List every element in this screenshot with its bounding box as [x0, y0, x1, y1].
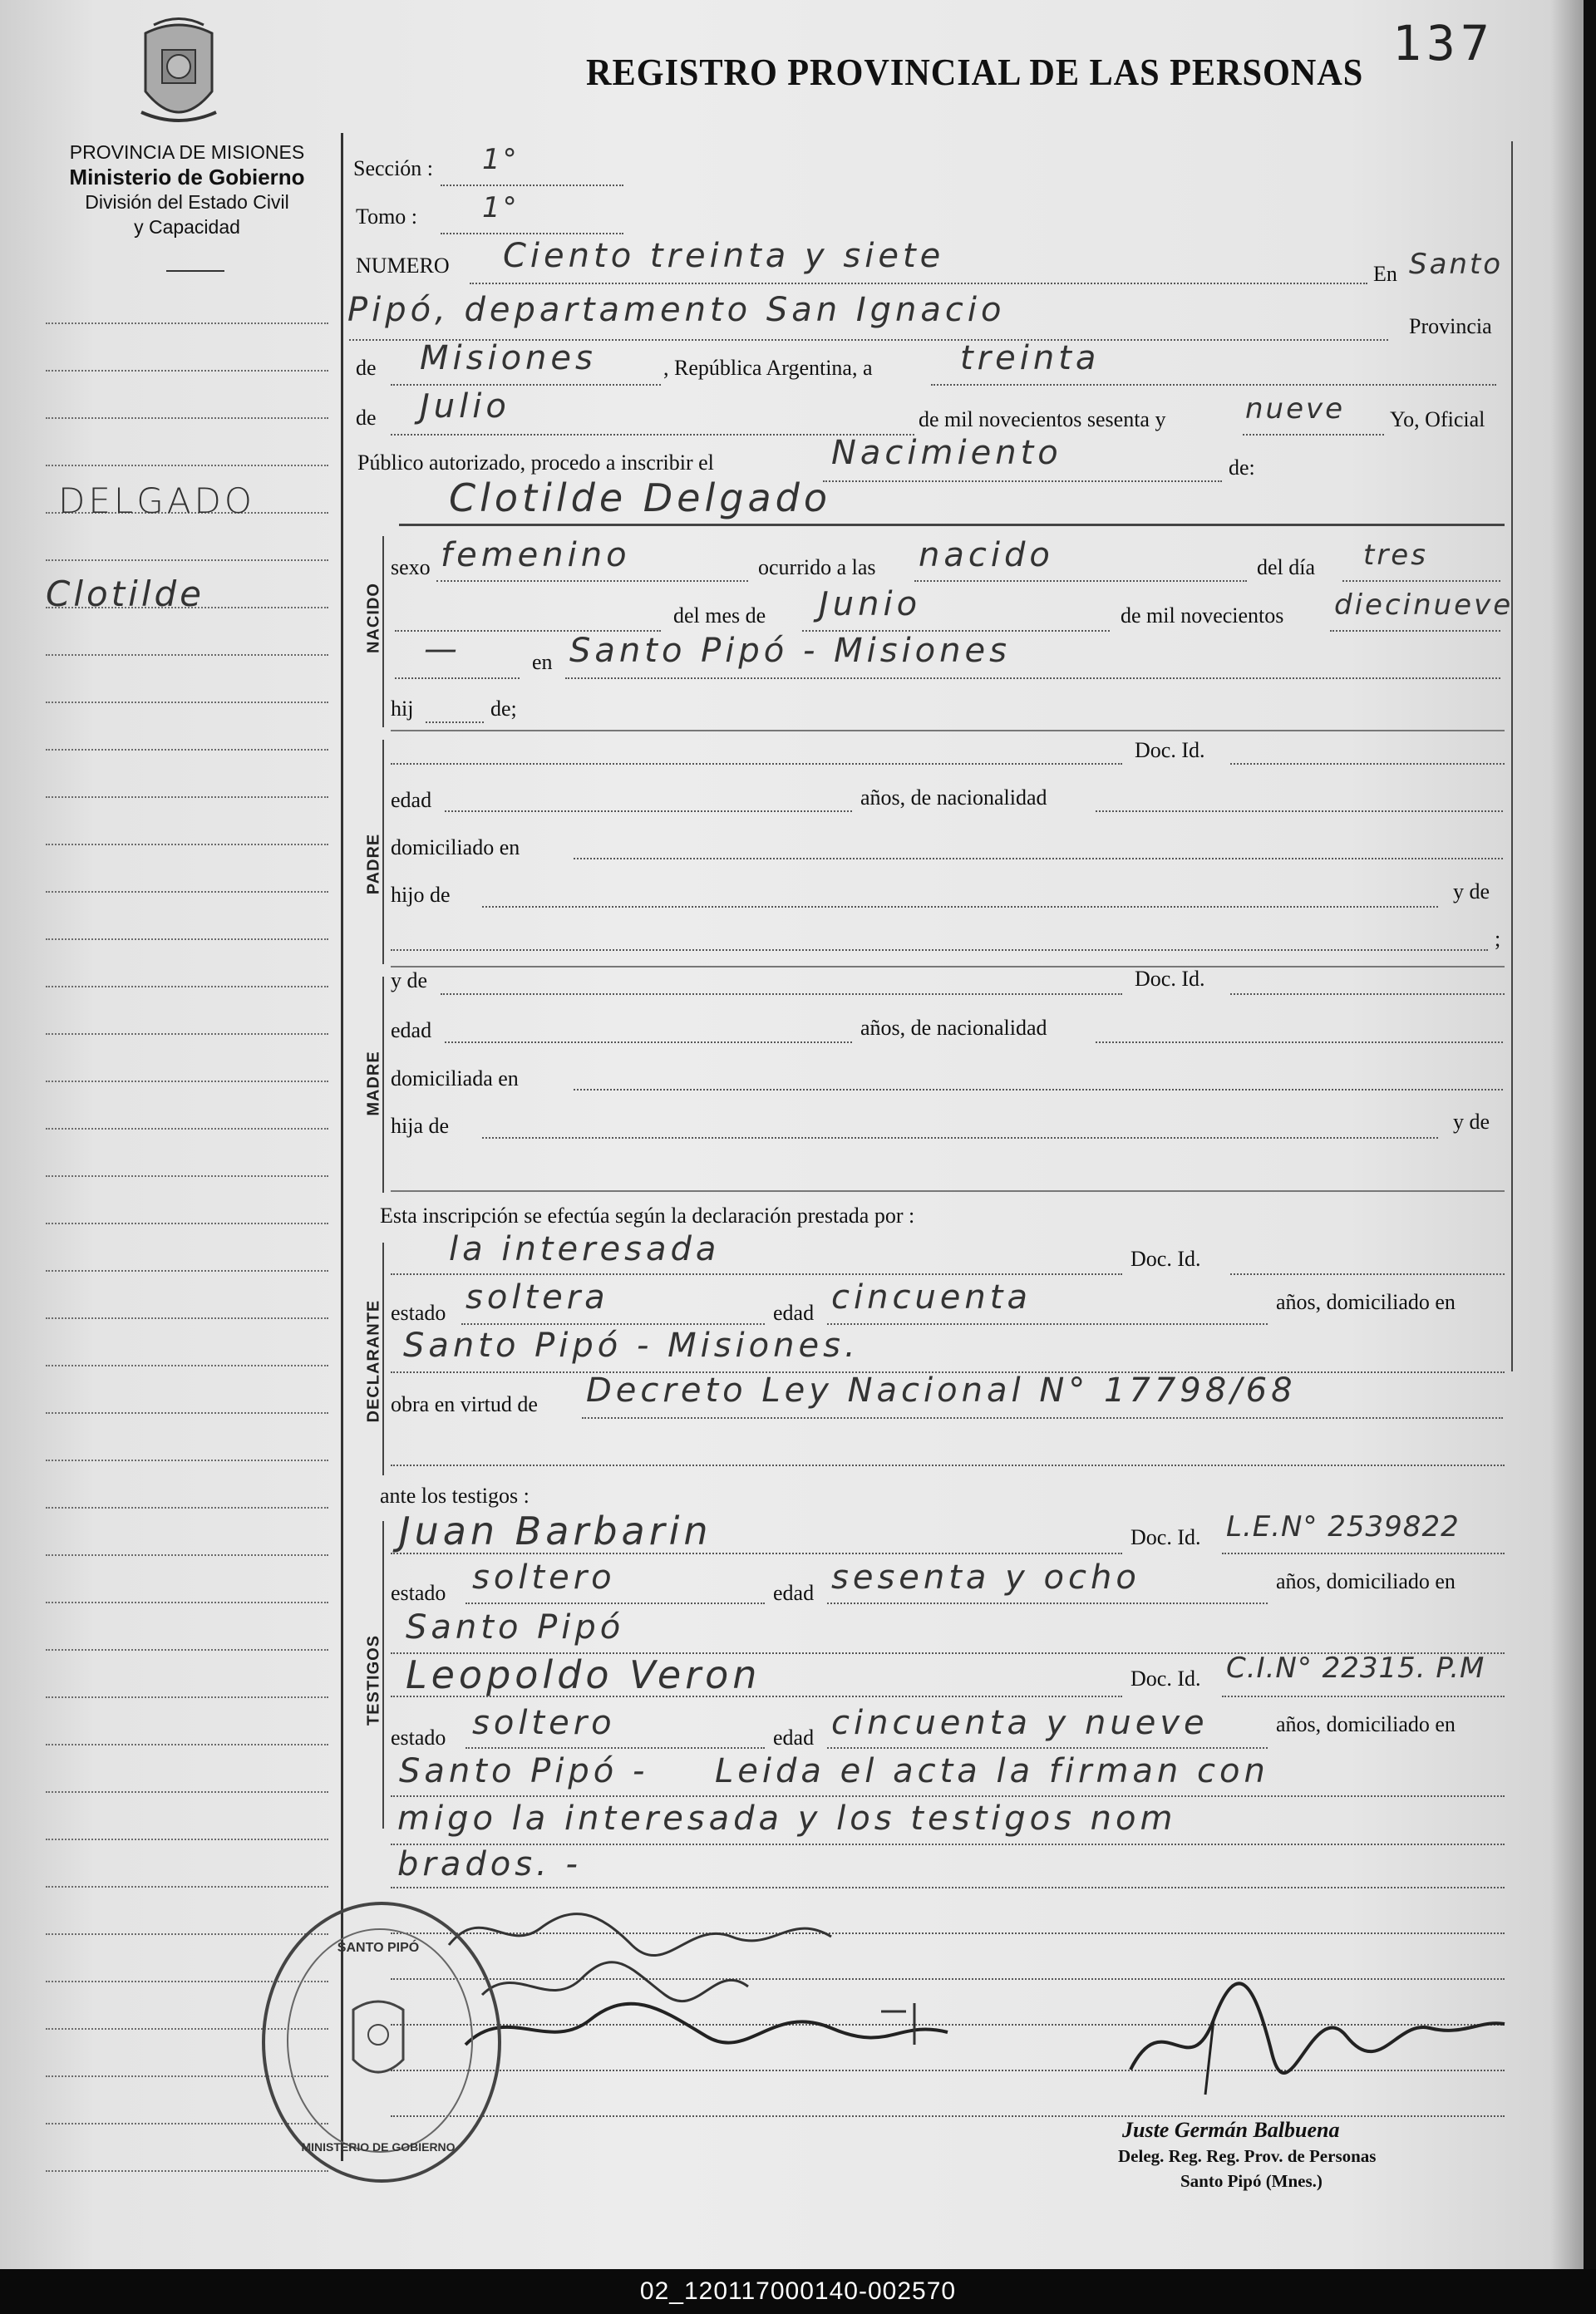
testigo1-domicilio-label: años, domiciliado en: [1276, 1569, 1456, 1593]
official-name: Juste Germán Balbuena: [1122, 2118, 1340, 2142]
margin-ruled-line: [46, 1886, 328, 1888]
madre-y-de-label: y de: [391, 968, 428, 992]
madre-hija-label: hija de: [391, 1114, 450, 1138]
nacido-section-label: NACIDO: [364, 583, 383, 653]
official-signature-icon: [1114, 1970, 1513, 2103]
numero-line: [470, 283, 1367, 284]
dia-value: tres: [1363, 539, 1428, 572]
margin-ruled-line: [46, 749, 328, 751]
en-pre-line: [395, 677, 520, 679]
mes-value: Junio: [819, 585, 922, 623]
witness-signatures-icon: [416, 1887, 998, 2070]
madre-bottom-line: [391, 1190, 1505, 1192]
declarante-domicilio-value: Santo Pipó - Misiones.: [403, 1327, 860, 1365]
tomo-line: [441, 233, 623, 234]
de3-label: de:: [1229, 455, 1255, 480]
margin-ruled-line: [46, 370, 328, 372]
madre-domicilio-label: domiciliada en: [391, 1066, 519, 1091]
org-header: [37, 140, 337, 239]
margin-ruled-line: [46, 465, 328, 466]
seccion-value: 1°: [482, 143, 520, 176]
margin-ruled-line: [46, 1175, 328, 1177]
declarante-edad-line: [827, 1323, 1268, 1325]
republica-label: , República Argentina, a: [663, 356, 873, 380]
padre-bottom-line: [391, 966, 1505, 967]
padre-hijo-label: hijo de: [391, 883, 451, 907]
numero-value: Ciento treinta y siete: [503, 237, 945, 275]
org-division: División del Estado Civil: [85, 191, 289, 213]
padre-edad-label: edad: [391, 788, 432, 812]
mes-label: del mes de: [673, 603, 766, 628]
padre-domicilio-line: [574, 858, 1503, 859]
nacido-en-label: en: [532, 650, 553, 674]
declarante-estado-line: [461, 1323, 765, 1325]
en-label: En: [1373, 262, 1397, 286]
testigo2-doc-line: [1222, 1696, 1505, 1697]
year-value: nueve: [1245, 392, 1346, 426]
padre-nacionalidad-line: [1096, 810, 1503, 812]
declarante-domicilio-label: años, domiciliado en: [1276, 1290, 1456, 1314]
margin-ruled-line: [46, 1602, 328, 1603]
testigo1-edad-label: edad: [773, 1581, 815, 1605]
act-value: Nacimiento: [831, 434, 1062, 472]
declarante-doc-label: Doc. Id.: [1130, 1247, 1201, 1271]
testigo2-edad-line: [827, 1747, 1268, 1749]
dia-line: [1342, 580, 1500, 582]
margin-ruled-line: [46, 844, 328, 845]
svg-text:SANTO PIPÓ: SANTO PIPÓ: [337, 1941, 420, 1955]
margin-ruled-line: [46, 559, 328, 561]
tomo-label: Tomo :: [356, 204, 418, 229]
padre-domicilio-label: domiciliado en: [391, 835, 520, 859]
margin-ruled-line: [46, 1507, 328, 1509]
margin-ruled-line: [46, 1554, 328, 1556]
declarante-edad-label: edad: [773, 1301, 815, 1325]
closing-rule-1: [391, 1795, 1505, 1797]
sexo-line: [436, 580, 748, 582]
ocurrido-value: nacido: [919, 536, 1054, 574]
hij-line: [426, 721, 484, 723]
mil-label: de mil novecientos: [1121, 603, 1284, 628]
margin-ruled-line: [46, 1317, 328, 1319]
sign-rule-5: [391, 2115, 1505, 2117]
hij-label: hij: [391, 697, 414, 721]
testigo2-edad-value: cincuenta y nueve: [831, 1704, 1209, 1742]
ocurrido-label: ocurrido a las: [758, 555, 876, 579]
hij-de-label: de;: [490, 697, 517, 721]
margin-ruled-line: [46, 1649, 328, 1651]
person-name: Clotilde Delgado: [449, 475, 831, 520]
declarante-intro: Esta inscripción se efectúa según la declaración prestada por :: [380, 1204, 915, 1228]
madre-doc-label: Doc. Id.: [1135, 967, 1205, 991]
page-title: REGISTRO PROVINCIAL DE LAS PERSONAS: [586, 51, 1364, 93]
margin-ruled-line: [46, 1791, 328, 1793]
padre-y-de-label: y de: [1453, 879, 1490, 903]
official-title: Deleg. Reg. Reg. Prov. de Personas: [1118, 2146, 1377, 2166]
obra-label: obra en virtud de: [391, 1392, 538, 1416]
madre-hija-line: [482, 1137, 1438, 1139]
margin-ruled-line: [46, 322, 328, 324]
testigo1-estado-label: estado: [391, 1581, 446, 1605]
testigo2-doc-label: Doc. Id.: [1130, 1667, 1201, 1691]
day-line: [931, 384, 1496, 386]
padre-semicolon: ;: [1495, 927, 1501, 951]
oficial-label: Yo, Oficial: [1390, 407, 1485, 431]
lugar-value: Santo Pipó - Misiones: [569, 632, 1011, 670]
margin-ruled-line: [46, 1223, 328, 1224]
seal-emblem-icon: [262, 1902, 495, 2176]
tomo-value: 1°: [482, 191, 520, 224]
testigo2-domicilio-label: años, domiciliado en: [1276, 1712, 1456, 1736]
day-value: treinta: [960, 339, 1101, 377]
closing-line-1: Leida el acta la firman con: [715, 1752, 1269, 1790]
padre-section-label: PADRE: [364, 833, 383, 895]
image-code-footer: 02_120117000140-002570: [0, 2269, 1596, 2314]
de2-label: de: [356, 406, 377, 430]
name-line: [399, 524, 1505, 526]
header-underline: [166, 270, 224, 272]
testigo1-doc-value: L.E.N° 2539822: [1226, 1510, 1460, 1543]
birth-year-line: [1330, 630, 1500, 632]
padre-doc-label: Doc. Id.: [1135, 738, 1205, 762]
declarante-doc-line: [1230, 1273, 1505, 1275]
testigo2-edad-label: edad: [773, 1726, 815, 1750]
padre-nacionalidad-label: años, de nacionalidad: [860, 785, 1047, 810]
ocurrido-line: [914, 580, 1247, 582]
year-line: [1243, 434, 1384, 436]
seccion-line: [441, 185, 623, 186]
margin-ruled-line: [46, 938, 328, 940]
testigo1-estado-value: soltero: [472, 1558, 616, 1597]
testigo2-domicilio-value: Santo Pipó -: [399, 1752, 649, 1790]
de-label: de: [356, 356, 377, 380]
testigos-section-label: TESTIGOS: [364, 1634, 383, 1726]
main-right-border: [1511, 141, 1513, 1371]
sexo-value: femenino: [441, 536, 631, 574]
org-ministry: Ministerio de Gobierno: [69, 165, 305, 190]
testigo1-doc-label: Doc. Id.: [1130, 1525, 1201, 1549]
margin-ruled-line: [46, 986, 328, 987]
testigo2-name: Leopoldo Veron: [406, 1652, 761, 1697]
nacido-bottom-line: [391, 730, 1505, 731]
coat-of-arms-icon: [129, 17, 229, 141]
del-dia-label: del día: [1257, 555, 1316, 579]
margin-ruled-line: [46, 1033, 328, 1035]
en-value: Santo: [1409, 248, 1504, 281]
padre-hijo-line: [482, 906, 1438, 908]
testigo1-name-line: [391, 1553, 1122, 1554]
margin-surname: DELGADO: [58, 480, 255, 521]
declarante-estado-value: soltera: [466, 1278, 609, 1317]
sexo-label: sexo: [391, 555, 431, 579]
provincia-label: Provincia: [1409, 314, 1492, 338]
seccion-label: Sección :: [353, 156, 434, 180]
testigo1-estado-line: [466, 1603, 765, 1604]
testigo2-estado-label: estado: [391, 1726, 446, 1750]
org-division-2: y Capacidad: [134, 216, 240, 238]
margin-ruled-line: [46, 1839, 328, 1840]
margin-ruled-line: [46, 1696, 328, 1698]
month-value: Julio: [420, 387, 510, 426]
org-province: PROVINCIA DE MISIONES: [69, 141, 305, 163]
place-value: Pipó, departamento San Ignacio: [347, 291, 1006, 329]
margin-ruled-line: [46, 796, 328, 798]
declarante-name-line: [391, 1273, 1122, 1275]
testigo1-name: Juan Barbarin: [399, 1509, 712, 1553]
publico-label: Público autorizado, procedo a inscribir el: [357, 450, 714, 475]
padre-edad-line: [445, 810, 852, 812]
madre-doc-line: [1230, 993, 1505, 995]
margin-ruled-line: [46, 1365, 328, 1366]
testigo1-doc-line: [1222, 1553, 1505, 1554]
madre-name-line: [441, 993, 1122, 995]
margin-ruled-line: [46, 891, 328, 893]
en-dash: —: [424, 630, 461, 668]
testigos-intro: ante los testigos :: [380, 1484, 530, 1508]
declarante-estado-label: estado: [391, 1301, 446, 1325]
declarante-edad-value: cincuenta: [831, 1278, 1032, 1317]
margin-ruled-line: [46, 417, 328, 419]
margin-ruled-line: [46, 1412, 328, 1414]
padre-y-de-line: [391, 949, 1488, 951]
testigo2-doc-value: C.I.N° 22315. P.M: [1226, 1652, 1485, 1685]
testigo1-edad-value: sesenta y ocho: [831, 1558, 1140, 1597]
madre-y-de2-label: y de: [1453, 1110, 1490, 1134]
margin-ruled-line: [46, 1270, 328, 1272]
act-line: [823, 480, 1222, 482]
obra-line: [582, 1417, 1503, 1419]
closing-line-2: migo la interesada y los testigos nom: [397, 1800, 1177, 1838]
margin-ruled-line: [46, 1744, 328, 1745]
padre-name-line: [391, 763, 1122, 765]
margin-ruled-line: [46, 1128, 328, 1130]
province-line: [391, 384, 661, 386]
madre-nacionalidad-line: [1096, 1041, 1503, 1043]
folio-number: 137: [1392, 15, 1495, 71]
madre-domicilio-line: [574, 1089, 1503, 1091]
birth-year-value: diecinueve: [1334, 588, 1514, 622]
margin-given-name: Clotilde: [46, 574, 204, 614]
madre-nacionalidad-label: años, de nacionalidad: [860, 1016, 1047, 1040]
madre-edad-line: [445, 1041, 852, 1043]
svg-text:MINISTERIO DE GOBIERNO: MINISTERIO DE GOBIERNO: [301, 2140, 456, 2154]
year-label: de mil novecientos sesenta y: [919, 407, 1166, 431]
obra-line-2: [391, 1465, 1505, 1466]
declarante-name: la interesada: [449, 1230, 721, 1268]
lugar-line: [565, 677, 1500, 679]
testigo1-edad-line: [827, 1603, 1268, 1604]
testigo2-name-line: [391, 1696, 1122, 1697]
madre-section-label: MADRE: [364, 1051, 383, 1116]
numero-label: NUMERO: [356, 254, 450, 278]
obra-value: Decreto Ley Nacional N° 17798/68: [586, 1371, 1297, 1410]
province-value: Misiones: [420, 339, 597, 377]
declarante-section-label: DECLARANTE: [364, 1299, 383, 1423]
testigo2-estado-value: soltero: [472, 1704, 616, 1742]
margin-ruled-line: [46, 654, 328, 656]
closing-line-3: brados. -: [397, 1845, 582, 1883]
madre-edad-label: edad: [391, 1018, 432, 1042]
official-place: Santo Pipó (Mnes.): [1180, 2171, 1323, 2191]
margin-ruled-line: [46, 702, 328, 703]
testigo2-estado-line: [466, 1747, 765, 1749]
margin-ruled-line: [46, 1081, 328, 1082]
testigo1-domicilio-value: Santo Pipó: [406, 1608, 625, 1647]
main-left-border: [341, 133, 343, 2161]
margin-ruled-line: [46, 1460, 328, 1461]
padre-doc-line: [1230, 763, 1505, 765]
